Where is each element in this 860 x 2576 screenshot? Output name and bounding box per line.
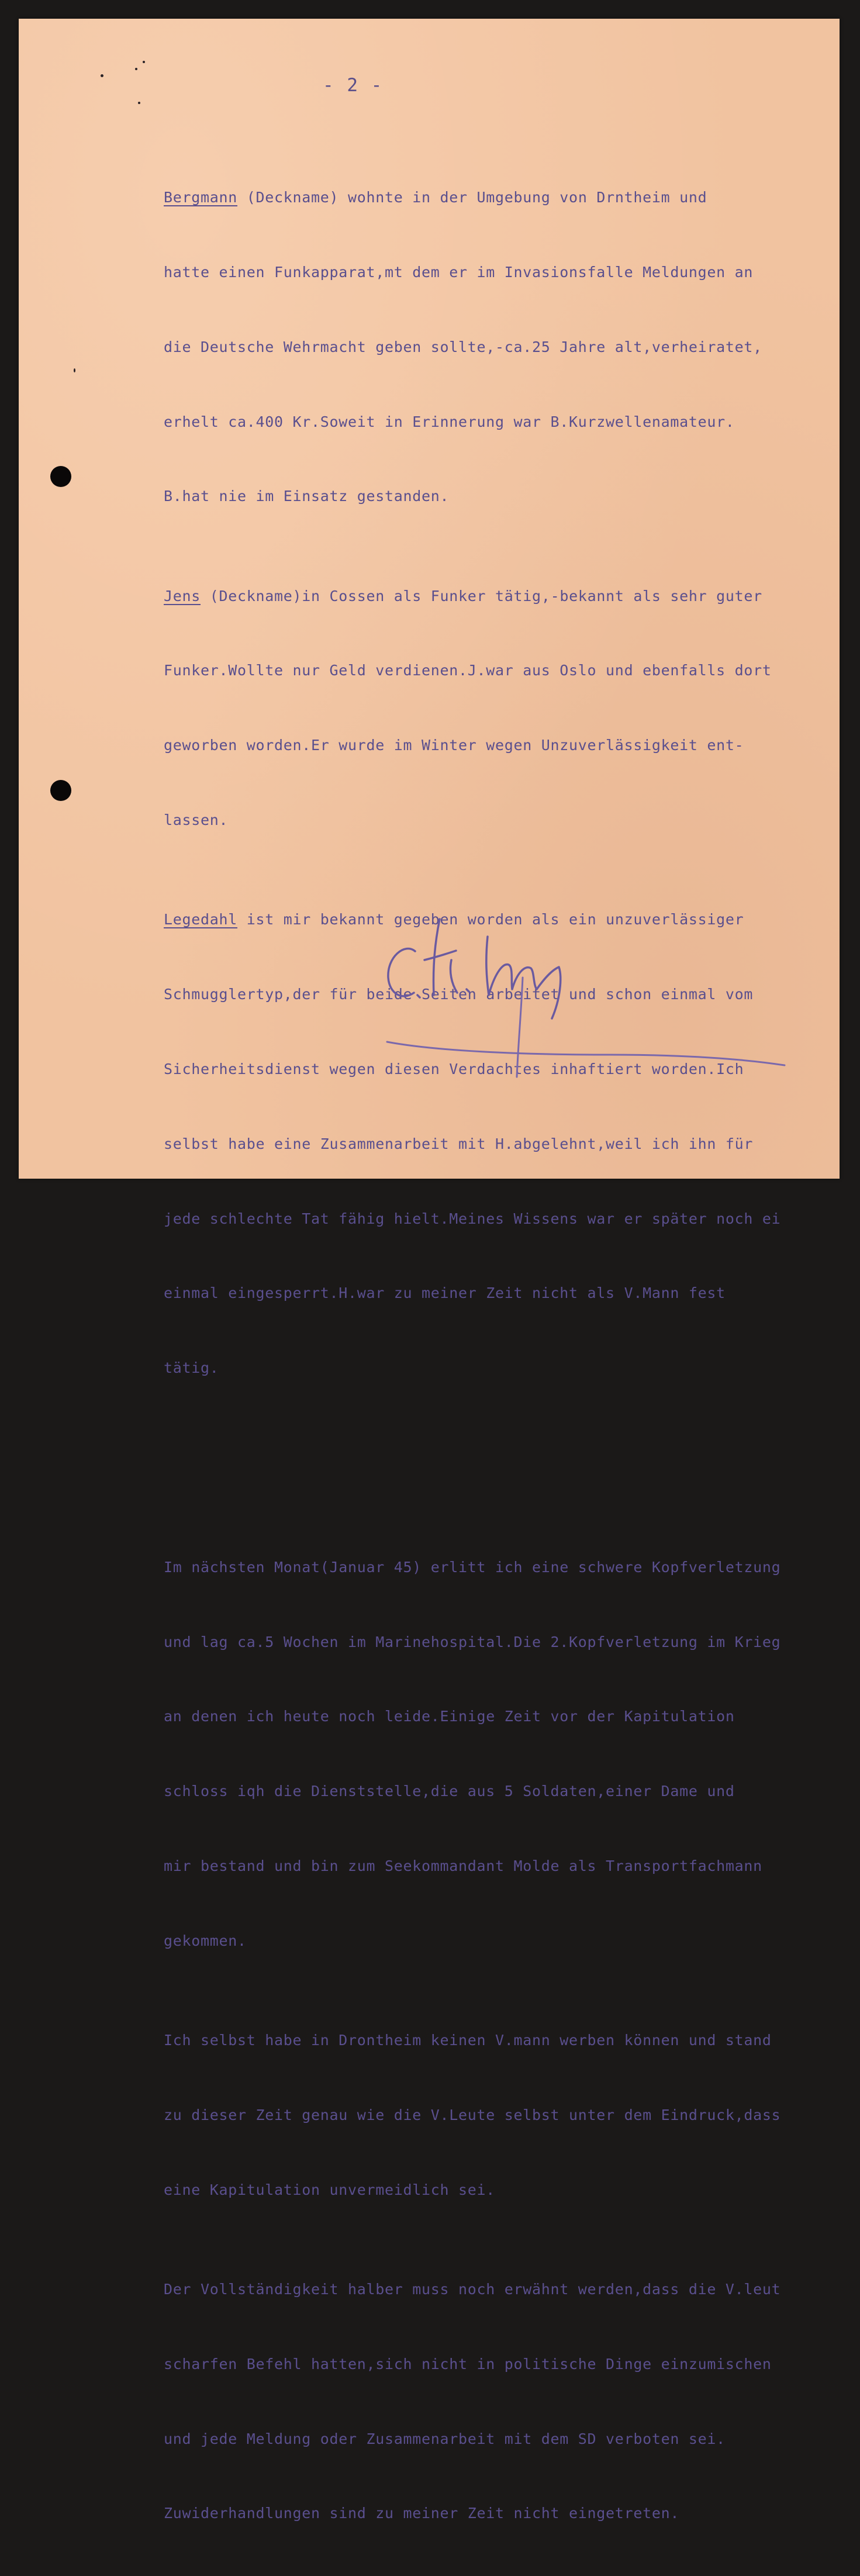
paragraph-gap — [164, 1455, 836, 1480]
text-line: gekommen. — [164, 1932, 247, 1949]
name-jens: Jens — [164, 587, 201, 605]
text-line: B.hat nie im Einsatz gestanden. — [164, 488, 450, 505]
text-line: scharfen Befehl hatten,sich nicht in politische Dinge einzumischen — [164, 2355, 772, 2373]
text-line: und jede Meldung oder Zusammenarbeit mit dem SD verboten sei. — [164, 2430, 726, 2447]
text-line: lassen. — [164, 812, 229, 829]
text-line: hatte einen Funkapparat,mt dem er im Invasionsfalle Meldungen an — [164, 263, 754, 281]
text-line: Bergmann (Deckname) wohnte in der Umgebung von Drntheim und — [164, 189, 707, 206]
text-line: geworben worden.Er wurde im Winter wegen Unzuverlässigkeit ent- — [164, 737, 744, 754]
text-line: die Deutsche Wehrmacht geben sollte,-ca.25 Jahre alt,verheiratet, — [164, 338, 762, 355]
name-bergmann: Bergmann — [164, 189, 238, 206]
typewritten-body — [164, 136, 836, 2576]
text-line: Schmugglertyp,der für beide Seiten arbeitet und schon einmal vom — [164, 986, 754, 1003]
text-line: Sicherheitsdienst wegen diesen Verdachtes inhaftiert worden.Ich — [164, 1060, 744, 1078]
text-line: Der Vollständigkeit halber muss noch erwähnt werden,dass die V.leut — [164, 2281, 781, 2298]
text-line: und lag ca.5 Wochen im Marinehospital.Die 2.Kopfverletzung im Krieg — [164, 1633, 781, 1650]
text-line: tätig. — [164, 1359, 219, 1377]
text-line: Legedahl ist mir bekannt gegeben worden als ein unzuverlässiger — [164, 911, 744, 928]
document-page — [19, 19, 840, 2522]
text-line: schloss iqh die Dienststelle,die aus 5 Soldaten,einer Dame und — [164, 1783, 735, 1800]
text-line: erhelt ca.400 Kr.Soweit in Erinnerung war B.Kurzwellenamateur. — [164, 413, 735, 430]
text-line: Funker.Wollte nur Geld verdienen.J.war aus Oslo und ebenfalls dort — [164, 662, 772, 679]
text-line: Jens (Deckname)in Cossen als Funker tätig,-bekannt als sehr guter — [164, 587, 762, 605]
page-number: - 2 - — [323, 75, 384, 96]
text-line: Im nächsten Monat(Januar 45) erlitt ich eine schwere Kopfverletzung — [164, 1558, 781, 1576]
text-line: an denen ich heute noch leide.Einige Zeit vor der Kapitulation — [164, 1708, 735, 1725]
text-line: Ich selbst habe in Drontheim keinen V.mann werben können und stand — [164, 2032, 772, 2049]
text-line: jede schlechte Tat fähig hielt.Meines Wissens war er später noch ei — [164, 1210, 781, 1227]
text-line: eine Kapitulation unvermeidlich sei. — [164, 2181, 496, 2198]
paper-speck — [143, 61, 145, 63]
text-line: selbst habe eine Zusammenarbeit mit H.abgelehnt,weil ich ihn für — [164, 1135, 754, 1152]
paper-speck — [138, 102, 140, 104]
paper-speck — [135, 68, 137, 70]
text-line: zu dieser Zeit genau wie die V.Leute selbst unter dem Eindruck,dass — [164, 2106, 781, 2123]
punch-hole-bottom — [50, 780, 71, 801]
text-line: Zuwiderhandlungen sind zu meiner Zeit nicht eingetreten. — [164, 2505, 680, 2522]
text-line: einmal eingesperrt.H.war zu meiner Zeit nicht als V.Mann fest — [164, 1284, 726, 1302]
paper-speck — [74, 368, 75, 372]
punch-hole-top — [50, 466, 71, 487]
name-legedahl: Legedahl — [164, 911, 238, 928]
paper-speck — [101, 74, 103, 77]
handwritten-signature — [364, 902, 808, 1059]
text-line: mir bestand und bin zum Seekommandant Molde als Transportfachmann — [164, 1857, 762, 1874]
